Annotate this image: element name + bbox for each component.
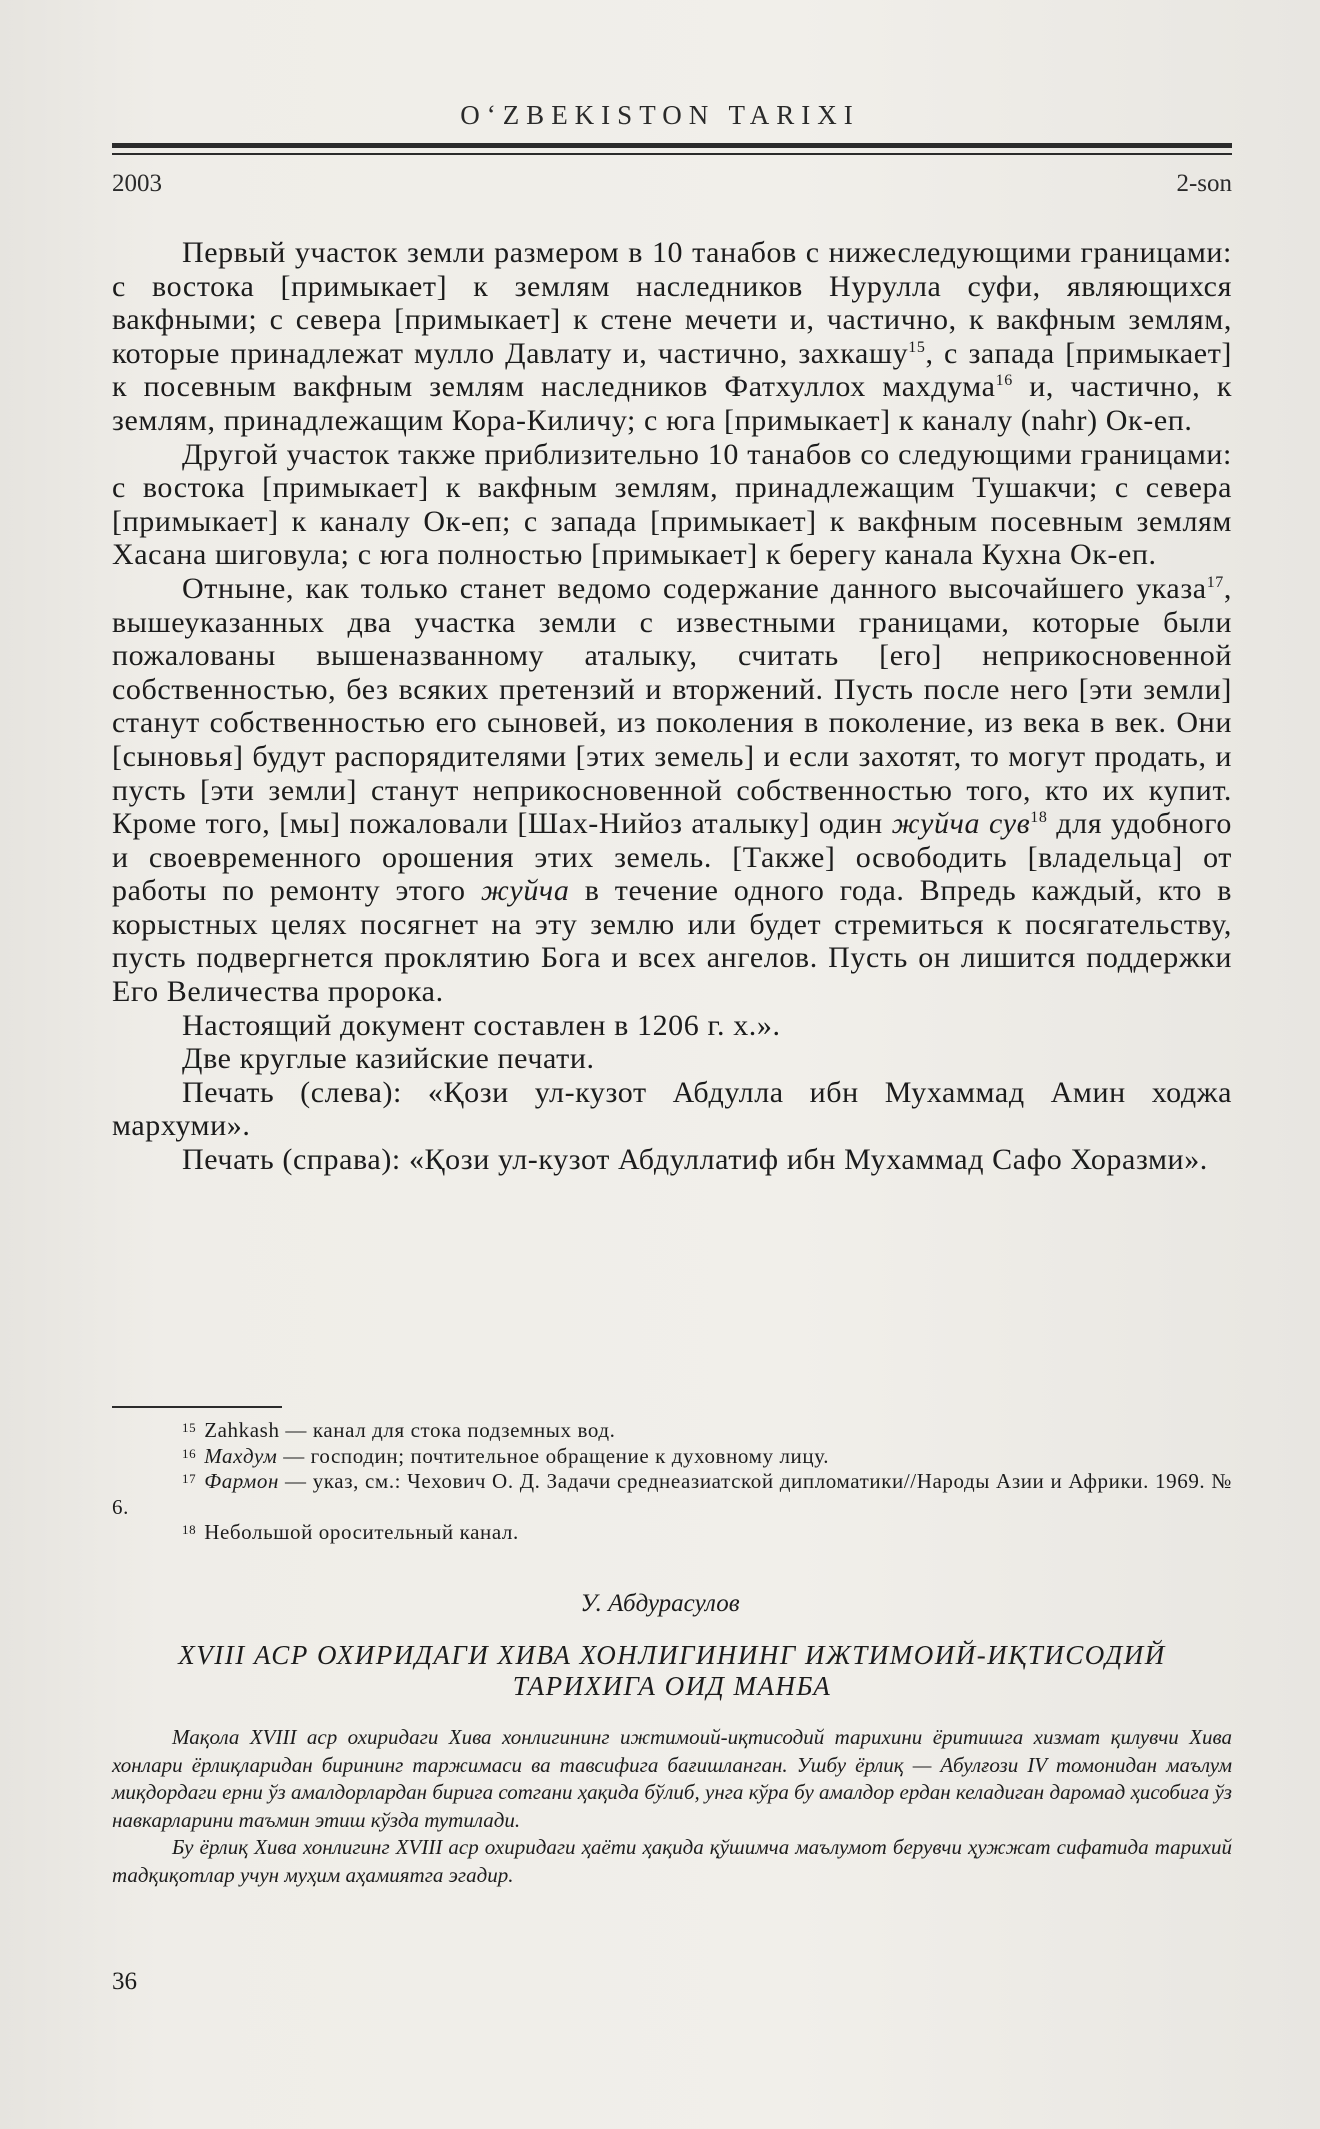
abstract-paragraph: Мақола XVIII аср охиридаги Хива хонлигининг ижтимоий-иқтисодий тарихини ёритишга хизмат қилувчи Хива хонлари ёрлиқларидан бирининг таржимаси ва тавсифига бағишланган. Ушбу ёрлиқ — Абулғози IV томонидан маълум миқдордаги ерни ўз амалдорлардан бирига сотгани ҳақида бўлиб, унга кўра бу амалдор ердан келадиган даромад ҳисобига ўз навкарларини таъмин этиш кўзда тутилади. (112, 1725, 1232, 1832)
header-issue: 2-son (1176, 170, 1232, 197)
footnotes (112, 1418, 1232, 1546)
footnote-separator (112, 1406, 282, 1408)
footnote-ref: 15 (908, 338, 926, 356)
article-title: XVIII АСР ОХИРИДАГИ ХИВА ХОНЛИГИНИНГ ИЖТИМОИЙ-ИҚТИСОДИЙ ТАРИХИГА ОИД МАНБА (178, 1640, 1166, 1701)
header-year: 2003 (112, 170, 162, 197)
page-number: 36 (112, 1968, 137, 1995)
paragraph: Печать (справа): «Қози ул-кузот Абдуллатиф ибн Мухаммад Сафо Хоразми». (182, 1143, 1208, 1177)
paragraph: Другой участок также приблизительно 10 танабов со следующими границами: с востока [примыкает] к вакфным землям, принадлежащим Тушакчи; с севера [примыкает] к каналу Ок-еп; с запада [примыкает] к вакфным посевным землям Хасана шиговула; с юга полностью [примыкает] к берегу канала Кухна Ок-еп. (112, 437, 1232, 572)
paragraph: Первый участок земли размером в 10 танабов с нижеследующими границами: с востока [примыкает] к землям наследников Нурулла суфи, являющихся вакфными; с севера [примыкает] к стене мечети и, частично, к вакфным землям, которые принадлежат мулло Давлату и, частично, захкашу$^{15}$, с запада [примыкает] к посевным вакфным землям наследников Фатхуллох махдума$^{16}$ и, частично, к землям, принадлежащим Кора-Киличу; с юга [примыкает] к каналу (nahr) Ок-еп. (112, 236, 1232, 437)
paragraph: Печать (слева): «Қози ул-кузот Абдулла ибн Мухаммад Амин ходжа мархуми». (112, 1075, 1232, 1143)
header-rule-thick (112, 143, 1232, 148)
footnote: $^{15}$ Zahkash — канал для стока подземных вод. (182, 1418, 616, 1442)
paragraph: Две круглые казийские печати. (182, 1042, 595, 1076)
paragraph: Настоящий документ составлен в 1206 г. х.». (182, 1008, 781, 1042)
body-text (112, 236, 1232, 1177)
article-author: У. Абдурасулов (580, 1590, 740, 1617)
article-abstract (112, 1724, 1232, 1889)
footnote: $^{17}$ Фармон — указ, см.: Чехович О. Д. Задачи среднеазиатской дипломатики//Народы Азии и Африки. 1969. № 6. (112, 1469, 1232, 1519)
footnote-ref: 17 (1206, 573, 1224, 591)
footnote-ref: 16 (995, 372, 1013, 390)
footnote: $^{16}$ Махдум — господин; почтительное обращение к духовному лицу. (182, 1443, 830, 1468)
journal-title: O‘ZBEKISTON TARIXI (460, 100, 860, 130)
paragraph: Отныне, как только станет ведомо содержание данного высочайшего указа$^{17}$, вышеуказанных два участка земли с известными границами, которые были пожалованы вышеназванному аталыку, считать [его] неприкосновенной собственностью, без всяких претензий и вторжений. Пусть после него [эти земли] станут собственностью его сыновей, из поколения в поколение, из века в век. Они [сыновья] будут распорядителями [этих земель] и если захотят, то могут продать, и пусть [эти земли] станут неприкосновенной собственностью того, кто их купит. Кроме того, [мы] пожаловали [Шах-Нийоз аталыку] один жуйча сув$^{18}$ для удобного и своевременного орошения этих земель. [Также] освободить [владельца] от работы по ремонту этого жуйча в течение одного года. Впредь каждый, кто в корыстных целях посягнет на эту землю или будет стремиться к посягательству, пусть подвергнется проклятию Бога и всех ангелов. Пусть он лишится поддержки Его Величества пророка. (112, 571, 1232, 1009)
header-rule-thin (112, 153, 1232, 155)
abstract-paragraph: Бу ёрлиқ Хива хонлигинг XVIII аср охиридаги ҳаёти ҳақида қўшимча маълумот берувчи ҳужжат сифатида тарихий тадқиқотлар учун муҳим аҳамиятга эгадир. (112, 1835, 1232, 1887)
footnote-ref: 18 (1030, 809, 1048, 827)
footnote: $^{18}$ Небольшой оросительный канал. (182, 1520, 519, 1544)
